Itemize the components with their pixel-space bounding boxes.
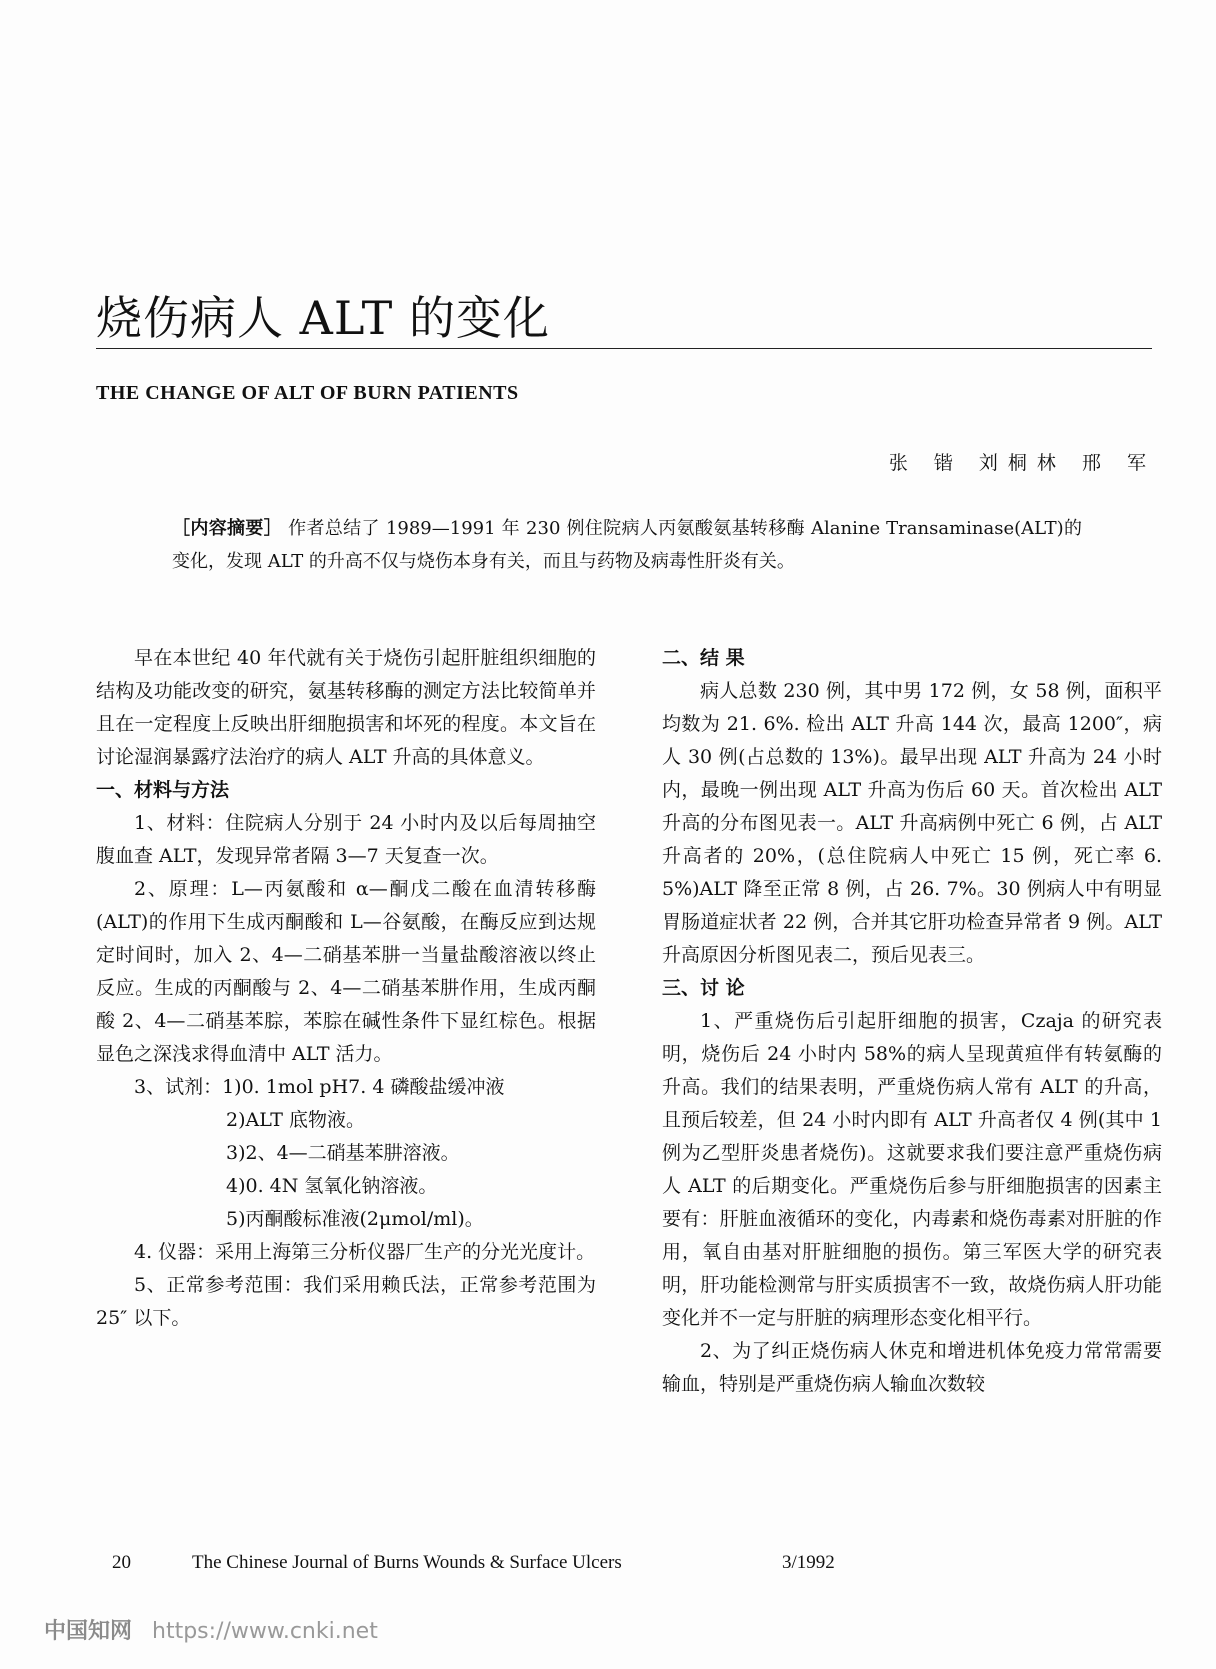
paragraph-instrument: 4. 仪器：采用上海第三分析仪器厂生产的分光光度计。 xyxy=(134,1241,596,1263)
left-column xyxy=(96,642,596,1335)
issue-number: 3/1992 xyxy=(782,1552,835,1573)
intro-paragraph: 早在本世纪 40 年代就有关于烧伤引起肝脏组织细胞的结构及功能改变的研究，氨基转移酶的测定方法比较简单并且在一定程度上反映出肝细胞损害和坏死的程度。本文旨在讨论湿润暴露疗法治疗的病人 ALT 升高的具体意义。 xyxy=(96,647,596,768)
paragraph-reagent-1: 3、试剂：1)0. 1mol pH7. 4 磷酸盐缓冲液 xyxy=(134,1076,505,1098)
abstract-tag: ［内容摘要］ xyxy=(172,518,283,539)
paragraph-discussion-2: 2、为了纠正烧伤病人休克和增进机体免疫力常常需要输血，特别是严重烧伤病人输血次数较 xyxy=(662,1340,1162,1395)
authors: 张 锴 刘桐林 邢 军 xyxy=(888,452,1156,474)
abstract-text: 作者总结了 1989—1991 年 230 例住院病人丙氨酸氨基转移酶 Alanine Transaminase(ALT)的变化，发现 ALT 的升高不仅与烧伤本身有关，而且与药物及病毒性肝炎有关。 xyxy=(172,518,1082,572)
paragraph-reference-range: 5、正常参考范围：我们采用赖氏法，正常参考范围为 25″ 以下。 xyxy=(96,1274,596,1329)
page-footer xyxy=(112,1552,835,1574)
watermark-url: https://www.cnki.net xyxy=(152,1619,378,1644)
abstract xyxy=(172,512,1082,578)
page-title: 烧伤病人 ALT 的变化 xyxy=(96,291,550,345)
paragraph-materials: 1、材料：住院病人分别于 24 小时内及以后每周抽空腹血查 ALT，发现异常者隔 3—7 天复查一次。 xyxy=(96,812,596,867)
section-heading-methods: 一、材料与方法 xyxy=(96,779,230,801)
section-heading-discussion: 三、讨 论 xyxy=(662,977,745,999)
paragraph-reagent-5: 5)丙酮酸标准液(2μmol/ml)。 xyxy=(226,1208,484,1230)
section-heading-results: 二、结 果 xyxy=(662,647,745,669)
paragraph-reagent-2: 2)ALT 底物液。 xyxy=(226,1109,366,1131)
right-column xyxy=(662,642,1162,1401)
paragraph-reagent-4: 4)0. 4N 氢氧化钠溶液。 xyxy=(226,1175,438,1197)
paragraph-results: 病人总数 230 例，其中男 172 例，女 58 例，面积平均数为 21. 6%. 检出 ALT 升高 144 次，最高 1200″，病人 30 例(占总数的 13%)。最早出现 ALT 升高为 24 小时内，最晚一例出现 ALT 升高为伤后 60 天。首次检出 ALT 升高的分布图见表一。ALT 升高病例中死亡 6 例，占 ALT 升高者的 20%，(总住院病人中死亡 15 例，死亡率 6. 5%)ALT 降至正常 8 例，占 26. 7%。30 例病人中有明显胃肠道症状者 22 例，合并其它肝功检查异常者 9 例。ALT 升高原因分析图见表二，预后见表三。 xyxy=(662,680,1162,966)
english-title: THE CHANGE OF ALT OF BURN PATIENTS xyxy=(96,382,519,404)
page-number: 20 xyxy=(112,1552,131,1573)
paragraph-reagent-3: 3)2、4—二硝基苯肼溶液。 xyxy=(226,1142,460,1164)
watermark-logo-text: 中国知网 xyxy=(44,1619,133,1644)
watermark xyxy=(44,1614,378,1645)
title-divider xyxy=(96,348,1152,349)
journal-name: The Chinese Journal of Burns Wounds & Surface Ulcers xyxy=(192,1552,622,1573)
paragraph-principle: 2、原理：L—丙氨酸和 α—酮戊二酸在血清转移酶(ALT)的作用下生成丙酮酸和 L—谷氨酸，在酶反应到达规定时间时，加入 2、4—二硝基苯肼一当量盐酸溶液以终止反应。生成的丙酮酸与 2、4—二硝基苯肼作用，生成丙酮酸 2、4—二硝基苯腙，苯腙在碱性条件下显红棕色。根据显色之深浅求得血清中 ALT 活力。 xyxy=(96,878,596,1065)
paragraph-discussion-1: 1、严重烧伤后引起肝细胞的损害，Czaja 的研究表明，烧伤后 24 小时内 58%的病人呈现黄疸伴有转氨酶的升高。我们的结果表明，严重烧伤病人常有 ALT 的升高，且预后较差，但 24 小时内即有 ALT 升高者仅 4 例(其中 1 例为乙型肝炎患者烧伤)。这就要求我们要注意严重烧伤病人 ALT 的后期变化。严重烧伤后参与肝细胞损害的因素主要有：肝脏血液循环的变化，内毒素和烧伤毒素对肝脏的作用，氧自由基对肝脏细胞的损伤。第三军医大学的研究表明，肝功能检测常与肝实质损害不一致，故烧伤病人肝功能变化并不一定与肝脏的病理形态变化相平行。 xyxy=(662,1010,1162,1329)
